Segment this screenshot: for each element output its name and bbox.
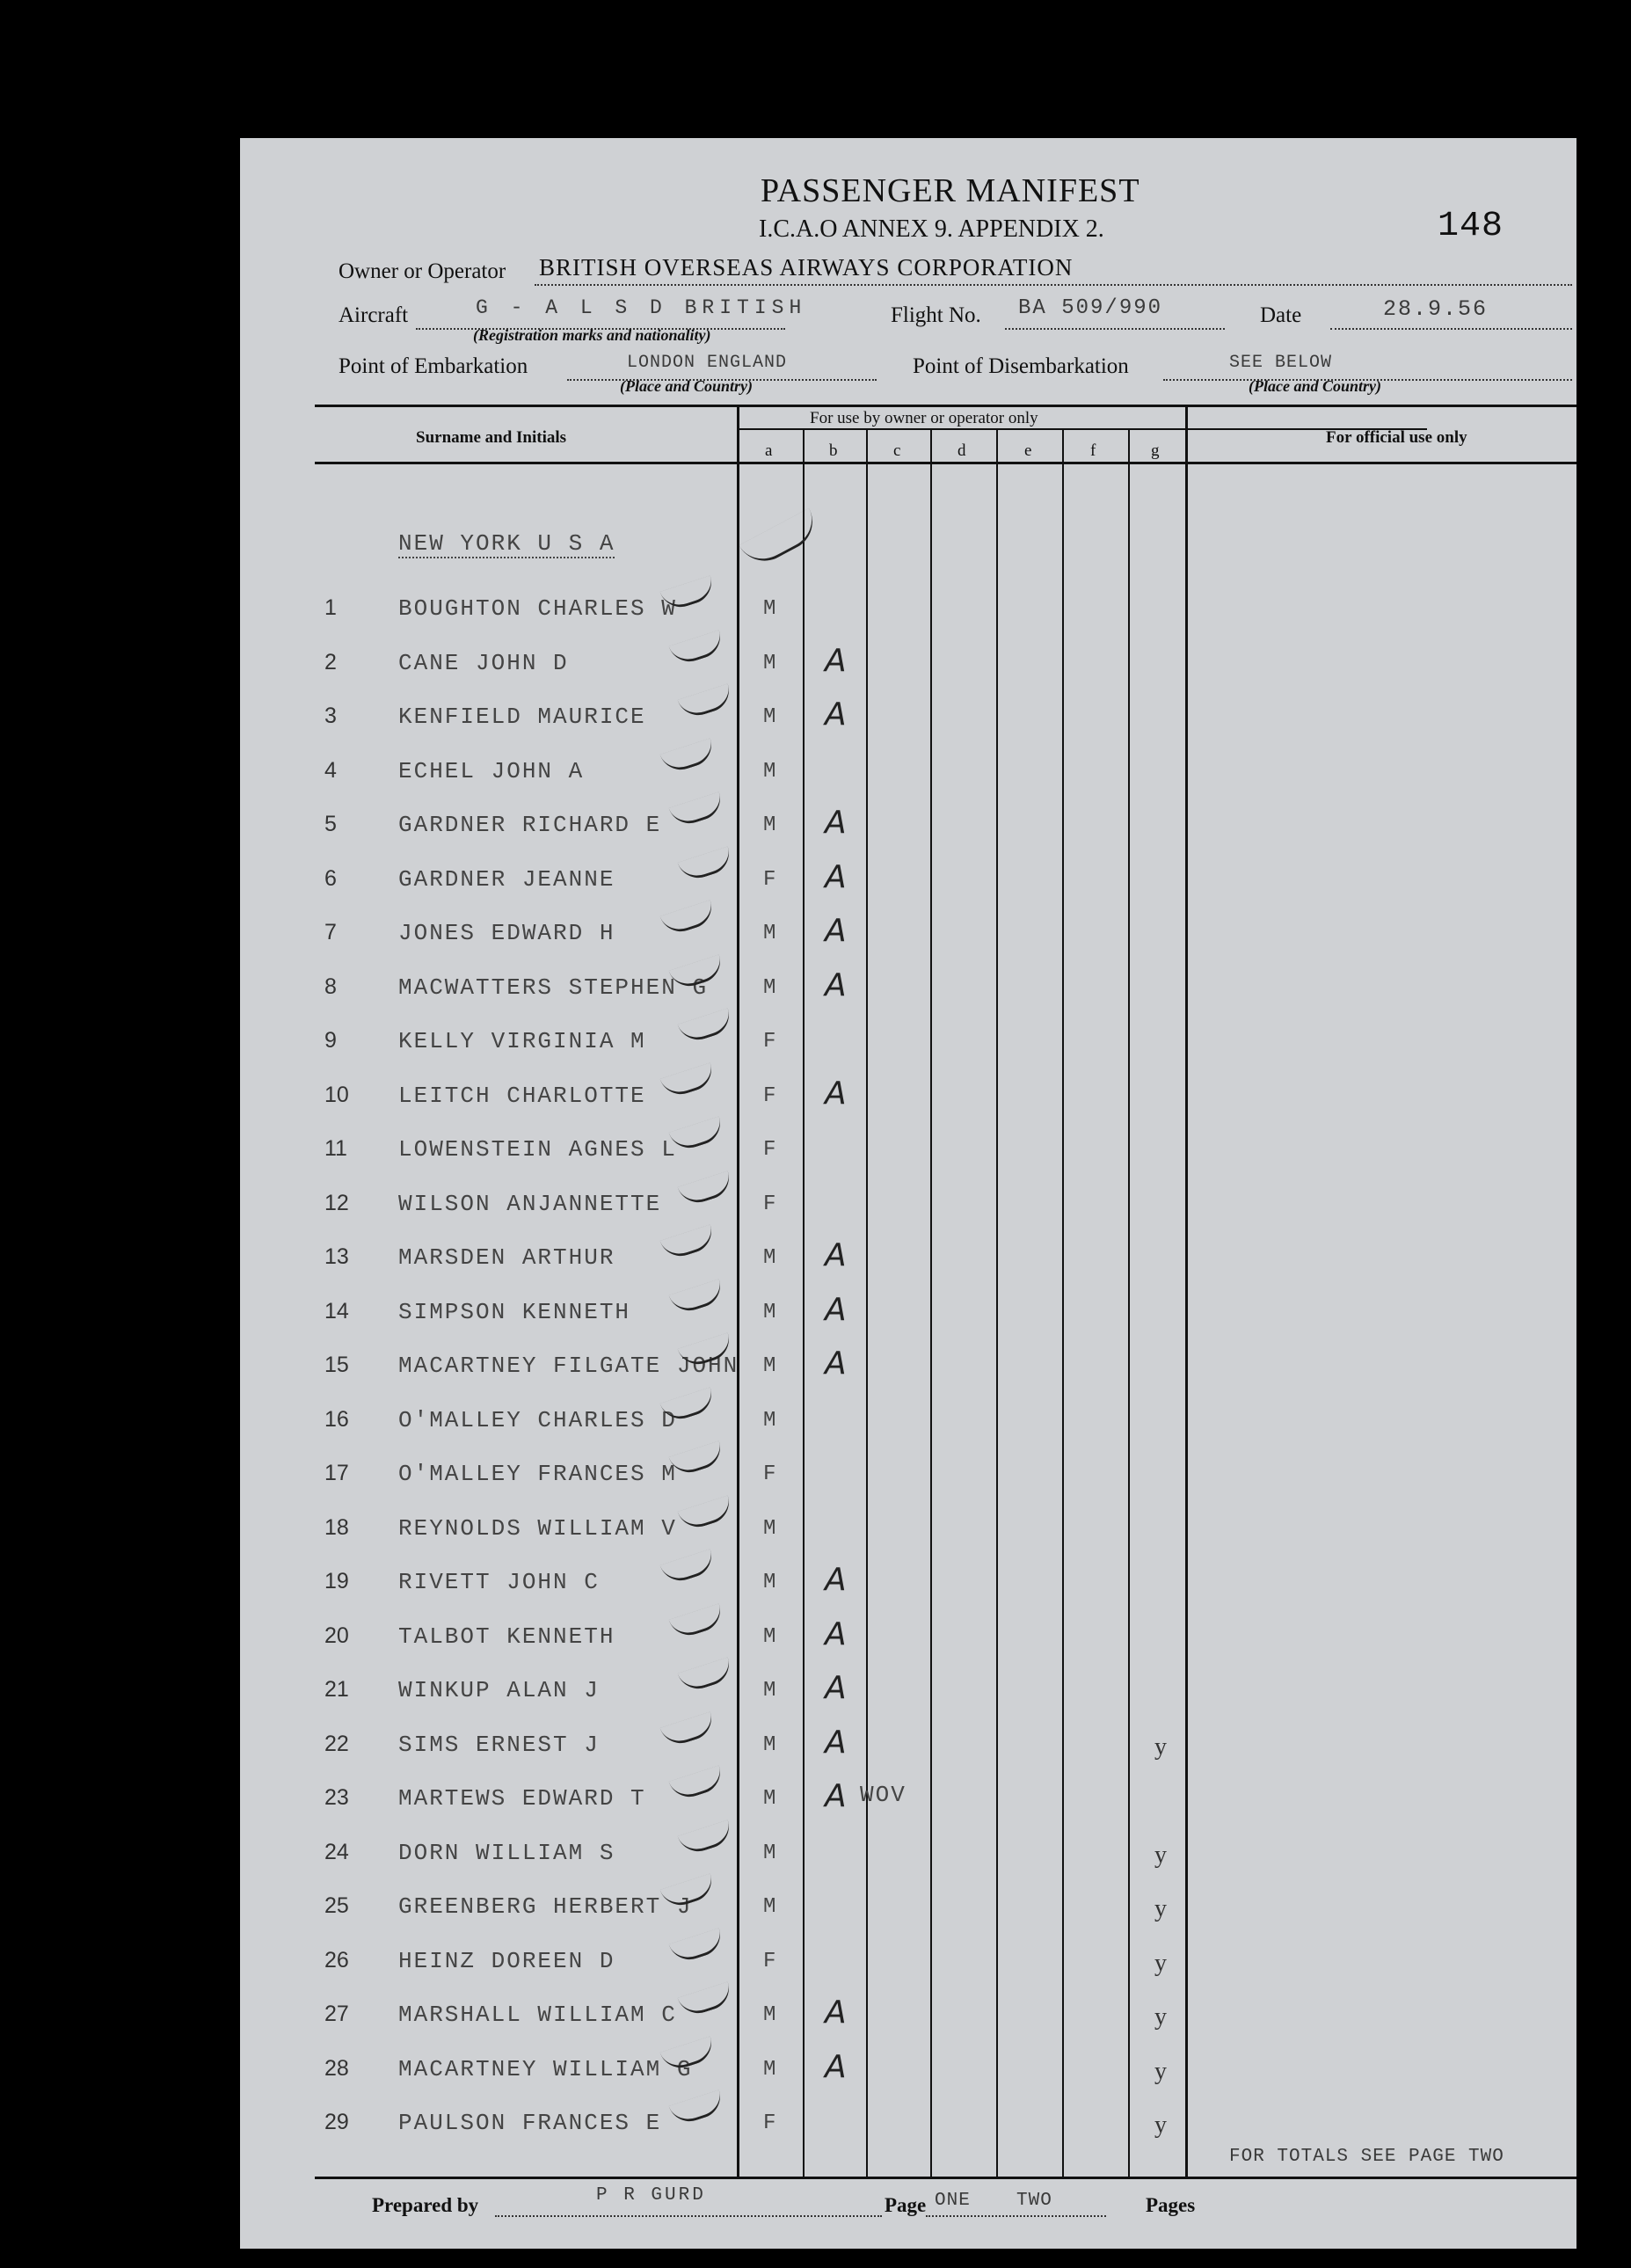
passenger-sex: M xyxy=(763,1679,776,1703)
passenger-name: LOWENSTEIN AGNES L xyxy=(398,1136,677,1163)
row-number: 9 xyxy=(324,1028,337,1053)
mark-col-b: A xyxy=(825,1291,847,1328)
mark-col-g: y xyxy=(1154,2111,1167,2139)
row-number: 14 xyxy=(324,1298,349,1324)
check-mark-icon xyxy=(660,738,717,775)
check-mark-icon xyxy=(678,1820,735,1856)
mark-col-b: A xyxy=(825,858,847,895)
passenger-sex: M xyxy=(763,1895,776,1919)
mark-col-b: A xyxy=(825,1670,847,1706)
passenger-name: MACWATTERS STEPHEN G xyxy=(398,974,709,1001)
owner-label: Owner or Operator xyxy=(339,259,506,283)
check-mark-icon xyxy=(678,1170,735,1207)
mark-col-g: y xyxy=(1154,1949,1167,1977)
passenger-name: KENFIELD MAURICE xyxy=(398,704,646,730)
passenger-sex: M xyxy=(763,1246,776,1270)
row-number: 19 xyxy=(324,1569,349,1593)
passenger-name: O'MALLEY FRANCES M xyxy=(398,1461,677,1487)
owner-subheader-rule xyxy=(737,428,1427,430)
check-mark-icon xyxy=(678,1008,735,1045)
subcol-g: g xyxy=(1151,441,1160,460)
passenger-sex: F xyxy=(763,1138,776,1162)
check-mark-icon xyxy=(669,2089,726,2126)
flight-label: Flight No. xyxy=(891,303,981,327)
aircraft-label: Aircraft xyxy=(339,303,409,327)
prepared-by-value: P R GURD xyxy=(596,2185,706,2206)
check-mark-icon xyxy=(669,1440,726,1477)
owner-dotline xyxy=(535,284,1572,286)
mark-col-b: A xyxy=(825,805,847,841)
check-mark-icon xyxy=(660,1224,717,1261)
check-mark-icon xyxy=(678,683,735,720)
row-number: 10 xyxy=(324,1082,349,1107)
date-value: 28.9.56 xyxy=(1383,296,1489,322)
passenger-sex: M xyxy=(763,705,776,729)
passenger-name: MACARTNEY WILLIAM G xyxy=(398,2055,693,2082)
row-number: 15 xyxy=(324,1353,349,1377)
header-official-use: For official use only xyxy=(1326,428,1467,447)
embarkation-label: Point of Embarkation xyxy=(339,354,528,378)
passenger-name: PAULSON FRANCES E xyxy=(398,2110,662,2136)
passenger-sex: F xyxy=(763,2111,776,2135)
passenger-name: SIMPSON KENNETH xyxy=(398,1298,631,1325)
header-surname: Surname and Initials xyxy=(416,428,567,447)
passenger-name: TALBOT KENNETH xyxy=(398,1623,615,1650)
passenger-sex: M xyxy=(763,1624,776,1649)
passenger-name: HEINZ DOREEN D xyxy=(398,1947,615,1974)
row-number: 5 xyxy=(324,812,337,836)
row-number: 21 xyxy=(324,1677,349,1702)
row-number: 29 xyxy=(324,2110,349,2134)
row-number: 2 xyxy=(324,649,337,675)
col-f-left-rule xyxy=(1062,428,1064,2177)
page-label: Page xyxy=(885,2194,927,2216)
page-number-stamp: 148 xyxy=(1438,207,1504,246)
passenger-sex: M xyxy=(763,1571,776,1594)
row-number: 1 xyxy=(324,595,337,620)
passenger-name: REYNOLDS WILLIAM V xyxy=(398,1514,677,1542)
row-number: 3 xyxy=(324,704,337,728)
embarkation-hint: (Place and Country) xyxy=(620,377,753,395)
mark-col-b: A xyxy=(825,1562,847,1598)
subcol-b: b xyxy=(829,441,838,460)
passenger-sex: M xyxy=(763,597,776,621)
mark-col-g: y xyxy=(1154,1732,1167,1761)
mark-col-b: A xyxy=(825,1075,847,1112)
check-mark-icon xyxy=(669,1928,726,1965)
manifest-sheet xyxy=(240,138,1576,2249)
passenger-name: WILSON ANJANNETTE xyxy=(398,1190,662,1217)
subcol-c: c xyxy=(893,441,901,460)
row-number: 6 xyxy=(324,865,337,891)
mark-col-b: A xyxy=(825,913,847,949)
prepared-by-label: Prepared by xyxy=(372,2194,479,2216)
check-mark-icon xyxy=(669,1603,726,1640)
passenger-name: ECHEL JOHN A xyxy=(398,757,585,784)
passenger-sex: F xyxy=(763,1462,776,1486)
row-number: 8 xyxy=(324,974,337,999)
owner-value: BRITISH OVERSEAS AIRWAYS CORPORATION xyxy=(539,254,1074,281)
passenger-name: MARSDEN ARTHUR xyxy=(398,1244,615,1271)
passenger-sex: M xyxy=(763,922,776,945)
col-official-left-rule xyxy=(1185,405,1188,2177)
row-number: 27 xyxy=(324,2002,349,2026)
passenger-sex: F xyxy=(763,1949,776,1973)
check-mark-icon xyxy=(678,1981,735,2018)
subcol-e: e xyxy=(1024,441,1032,460)
row-number: 24 xyxy=(324,1839,349,1864)
row-number: 16 xyxy=(324,1406,349,1432)
row-number: 11 xyxy=(324,1136,347,1161)
passenger-sex: M xyxy=(763,2003,776,2027)
check-mark-icon xyxy=(739,508,823,571)
flight-dotline xyxy=(1005,328,1225,330)
page-value: ONE xyxy=(935,2191,971,2211)
disembarkation-label: Point of Disembarkation xyxy=(913,354,1129,378)
disembarkation-hint: (Place and Country) xyxy=(1249,377,1381,395)
passenger-sex: M xyxy=(763,1732,776,1757)
passenger-name: KELLY VIRGINIA M xyxy=(398,1028,646,1054)
passenger-name: MACARTNEY FILGATE JOHN xyxy=(398,1353,739,1379)
pages-dotline xyxy=(926,2215,1106,2217)
row-number: 22 xyxy=(324,1731,349,1756)
passenger-name: CANE JOHN D xyxy=(398,649,569,676)
document-subtitle: I.C.A.O ANNEX 9. APPENDIX 2. xyxy=(759,215,1104,243)
row-number: 25 xyxy=(324,1893,349,1918)
table-header-rule xyxy=(315,462,1576,464)
date-dotline xyxy=(1330,328,1572,330)
row-number: 12 xyxy=(324,1190,349,1215)
check-mark-icon xyxy=(669,1116,726,1153)
row-number: 17 xyxy=(324,1461,349,1485)
passenger-name: MARSHALL WILLIAM C xyxy=(398,2002,677,2028)
col-c-left-rule xyxy=(866,428,868,2177)
row-number: 13 xyxy=(324,1244,349,1269)
col-g-left-rule xyxy=(1128,428,1130,2177)
subcol-d: d xyxy=(957,441,966,460)
check-mark-icon xyxy=(660,1549,717,1586)
passenger-sex: M xyxy=(763,1354,776,1378)
mark-col-b: A xyxy=(825,1995,847,2031)
mark-col-b: A xyxy=(825,1724,847,1761)
passenger-name: GARDNER RICHARD E xyxy=(398,812,662,838)
table-bottom-rule xyxy=(315,2177,1576,2179)
col-b-left-rule xyxy=(803,428,805,2177)
check-mark-icon xyxy=(678,846,735,883)
row-number: 4 xyxy=(324,757,337,783)
mark-col-c-note: WOV xyxy=(860,1782,907,1808)
col-a-left-rule xyxy=(737,405,739,2177)
mark-col-g: y xyxy=(1154,2003,1167,2031)
passenger-sex: F xyxy=(763,1083,776,1108)
passenger-sex: M xyxy=(763,1516,776,1541)
passenger-name: O'MALLEY CHARLES D xyxy=(398,1406,677,1433)
passenger-sex: M xyxy=(763,2057,776,2082)
check-mark-icon xyxy=(660,1062,717,1099)
flight-value: BA 509/990 xyxy=(1018,296,1163,320)
check-mark-icon xyxy=(669,630,726,667)
passenger-sex: M xyxy=(763,651,776,675)
passenger-name: JONES EDWARD H xyxy=(398,920,615,946)
check-mark-icon xyxy=(669,1765,726,1802)
passenger-sex: F xyxy=(763,867,776,892)
passenger-sex: M xyxy=(763,1408,776,1433)
passenger-name: GARDNER JEANNE xyxy=(398,865,615,893)
aircraft-value: G - A L S D BRITISH xyxy=(476,296,807,319)
passenger-sex: M xyxy=(763,1300,776,1324)
passenger-sex: M xyxy=(763,759,776,784)
mark-col-g: y xyxy=(1154,2057,1167,2085)
mark-col-b: A xyxy=(825,1345,847,1382)
section-heading-destination: NEW YORK U S A xyxy=(398,530,615,557)
row-number: 23 xyxy=(324,1785,349,1810)
passenger-name: DORN WILLIAM S xyxy=(398,1839,615,1866)
row-number: 28 xyxy=(324,2055,349,2081)
mark-col-b: A xyxy=(825,2048,847,2085)
check-mark-icon xyxy=(660,1711,717,1748)
passenger-sex: M xyxy=(763,1841,776,1865)
mark-col-g: y xyxy=(1154,1841,1167,1869)
mark-col-g: y xyxy=(1154,1895,1167,1922)
mark-col-b: A xyxy=(825,966,847,1003)
check-mark-icon xyxy=(678,1657,735,1694)
check-mark-icon xyxy=(678,1495,735,1532)
passenger-sex: M xyxy=(763,1787,776,1811)
passenger-name: SIMS ERNEST J xyxy=(398,1731,600,1758)
col-d-left-rule xyxy=(930,428,932,2177)
check-mark-icon xyxy=(669,791,726,828)
passenger-name: WINKUP ALAN J xyxy=(398,1677,600,1703)
mark-col-b: A xyxy=(825,1237,847,1273)
table-top-rule xyxy=(315,405,1576,407)
row-number: 26 xyxy=(324,1947,349,1973)
passenger-name: LEITCH CHARLOTTE xyxy=(398,1082,646,1109)
mark-col-b: A xyxy=(825,642,847,679)
mark-col-b: A xyxy=(825,1615,847,1652)
col-e-left-rule xyxy=(996,428,998,2177)
passenger-name: RIVETT JOHN C xyxy=(398,1569,600,1595)
subcol-a: a xyxy=(765,441,773,460)
passenger-name: GREENBERG HERBERT J xyxy=(398,1893,693,1920)
passenger-sex: F xyxy=(763,1030,776,1054)
document-title: PASSENGER MANIFEST xyxy=(761,172,1140,209)
date-label: Date xyxy=(1260,303,1302,327)
row-number: 7 xyxy=(324,920,337,944)
passenger-name: MARTEWS EDWARD T xyxy=(398,1785,646,1812)
row-number: 20 xyxy=(324,1623,349,1648)
mark-col-b: A xyxy=(825,1778,847,1814)
check-mark-icon xyxy=(660,900,717,937)
row-number: 18 xyxy=(324,1514,349,1540)
embarkation-value: LONDON ENGLAND xyxy=(627,353,788,373)
mark-col-b: A xyxy=(825,696,847,733)
aircraft-hint: (Registration marks and nationality) xyxy=(473,326,711,344)
passenger-sex: F xyxy=(763,1192,776,1216)
prepared-dotline xyxy=(495,2215,882,2217)
official-totals-note: FOR TOTALS SEE PAGE TWO xyxy=(1229,2147,1504,2167)
header-owner-use: For use by owner or operator only xyxy=(810,409,1038,427)
pages-total-value: TWO xyxy=(1016,2191,1052,2211)
subcol-f: f xyxy=(1090,441,1096,460)
check-mark-icon xyxy=(669,1279,726,1316)
passenger-sex: M xyxy=(763,813,776,837)
pages-label: Pages xyxy=(1146,2194,1196,2216)
disembarkation-value: SEE BELOW xyxy=(1229,353,1333,373)
passenger-name: BOUGHTON CHARLES W xyxy=(398,595,677,622)
passenger-sex: M xyxy=(763,975,776,1000)
